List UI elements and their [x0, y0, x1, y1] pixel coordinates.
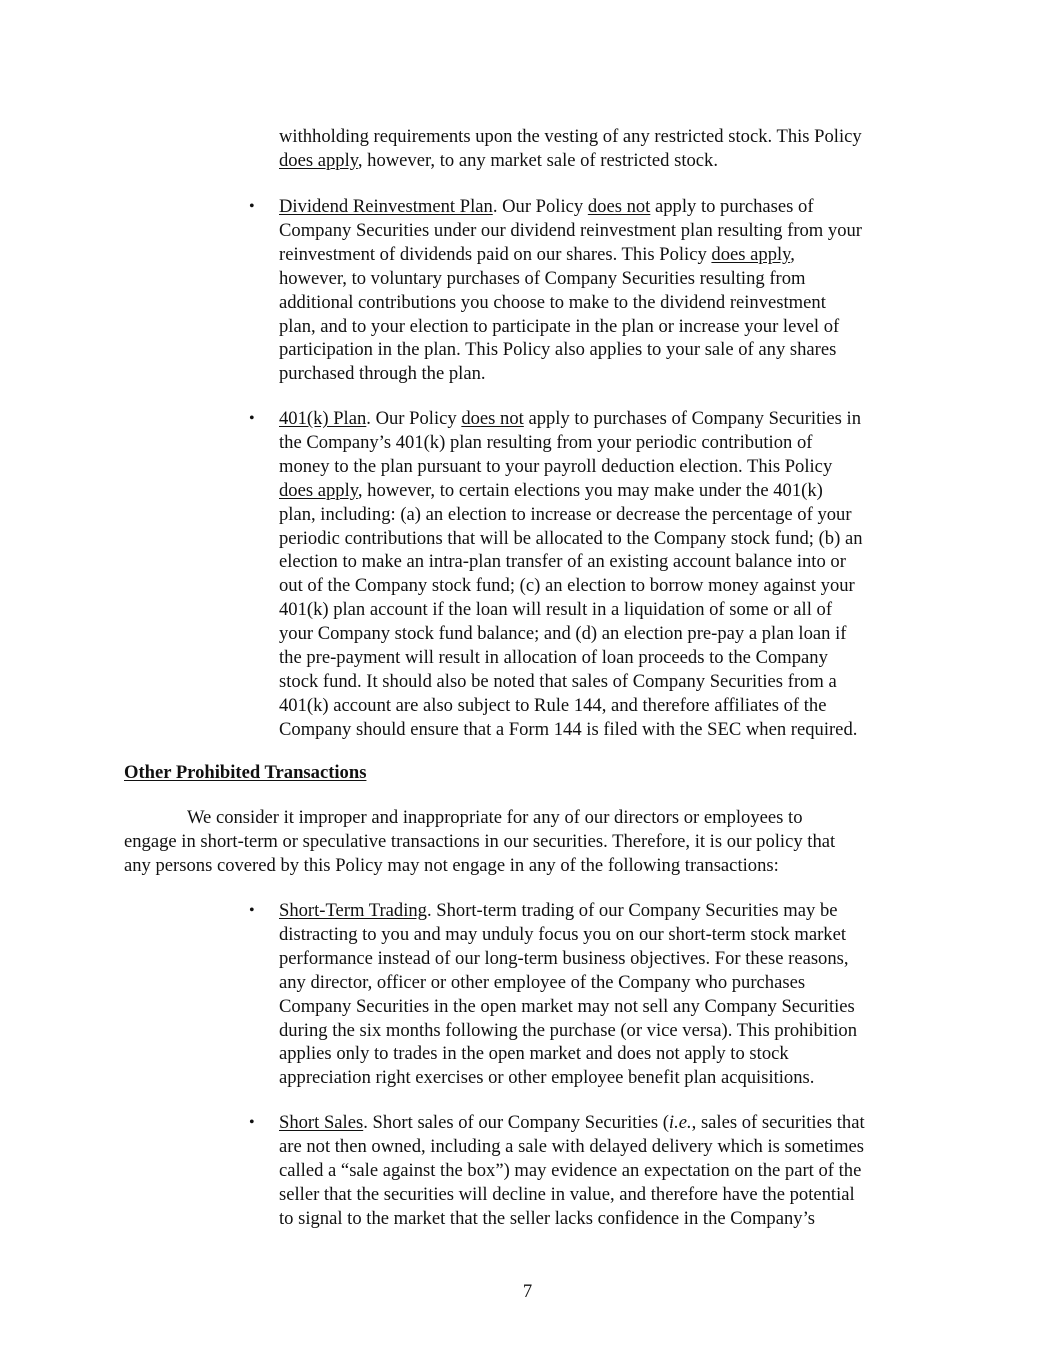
list-item-short-term-trading — [279, 899, 939, 1090]
bullet-icon: • — [249, 198, 255, 215]
italic-term: i.e. — [668, 1112, 692, 1133]
text-line: purchased through the plan. — [279, 363, 486, 385]
text-line: to signal to the market that the seller lacks confidence in the Company’s — [279, 1207, 815, 1229]
text-line: money to the plan pursuant to your payroll deduction election. This Policy — [279, 455, 833, 477]
text-line: applies only to trades in the open market and does not apply to stock — [279, 1043, 789, 1065]
text-line: the Company’s 401(k) plan resulting from your periodic contribution of — [279, 431, 813, 453]
text-line: 401(k) plan account if the loan will result in a liquidation of some or all of — [279, 599, 833, 621]
text-line — [279, 479, 939, 503]
text-line: stock fund. It should also be noted that sales of Company Securities from a — [279, 670, 837, 692]
section-heading — [124, 761, 944, 785]
text-span: , however, to any market sale of restricted stock. — [357, 149, 718, 171]
text-line: withholding requirements upon the vesting of any restricted stock. This Policy — [279, 126, 862, 147]
underlined-term: does apply — [279, 149, 358, 171]
underlined-term: does not — [587, 196, 651, 217]
text-line: your Company stock fund balance; and (d) an election pre-pay a plan loan if — [279, 623, 847, 645]
text-line: appreciation right exercises or other employee benefit plan acquisitions. — [279, 1067, 815, 1089]
text-line: any persons covered by this Policy may not engage in any of the following transactions: — [124, 854, 779, 876]
text-line — [279, 243, 939, 267]
text-line: Company Securities under our dividend reinvestment plan resulting from your — [279, 219, 862, 241]
text-span: . Our Policy — [492, 196, 588, 217]
continued-paragraph — [279, 125, 939, 173]
text-line — [279, 149, 939, 173]
bullet-icon: • — [249, 902, 255, 919]
text-line: the pre-payment will result in allocation of loan proceeds to the Company — [279, 647, 828, 669]
text-line: called a “sale against the box”) may evidence an expectation on the part of the — [279, 1159, 862, 1181]
text-line: during the six months following the purchase (or vice versa). This prohibition — [279, 1019, 858, 1041]
text-span: . Short sales of our Company Securities ( — [363, 1112, 669, 1133]
list-item-dividend-reinvestment — [279, 195, 939, 386]
text-line: election to make an intra-plan transfer of an existing account balance into or — [279, 551, 846, 573]
text-span: , however, to certain elections you may make under the 401(k) — [357, 479, 823, 501]
text-line: engage in short-term or speculative transactions in our securities. Therefore, it is our policy that — [124, 830, 836, 852]
list-item-401k-plan — [279, 407, 939, 742]
text-line: performance instead of our long-term business objectives. For these reasons, — [279, 947, 849, 969]
text-span: . Short-term trading of our Company Securities may be — [426, 900, 838, 921]
heading-text: Other Prohibited Transactions — [124, 762, 367, 783]
text-span: reinvestment of dividends paid on our shares. This Policy — [279, 243, 712, 265]
text-line: additional contributions you choose to make to the dividend reinvestment — [279, 291, 826, 313]
underlined-term: does apply — [279, 479, 358, 501]
text-line: seller that the securities will decline in value, and therefore have the potential — [279, 1183, 855, 1205]
text-line: plan, including: (a) an election to increase or decrease the percentage of your — [279, 503, 852, 525]
text-line: We consider it improper and inappropriate for any of our directors or employees to — [187, 807, 803, 828]
bullet-icon: • — [249, 410, 255, 427]
text-span: apply to purchases of Company Securities in — [523, 408, 862, 429]
item-title: 401(k) Plan — [279, 408, 367, 429]
text-span: , sales of securities that — [691, 1112, 865, 1133]
text-line: participation in the plan. This Policy also applies to your sale of any shares — [279, 339, 837, 361]
item-title: Short-Term Trading — [279, 900, 427, 921]
text-line: however, to voluntary purchases of Company Securities resulting from — [279, 267, 806, 289]
item-title: Dividend Reinvestment Plan — [279, 196, 493, 217]
text-line: are not then owned, including a sale with delayed delivery which is sometimes — [279, 1135, 865, 1157]
item-title: Short Sales — [279, 1112, 364, 1133]
bullet-icon: • — [249, 1114, 255, 1131]
text-line: distracting to you and may unduly focus you on our short-term stock market — [279, 923, 847, 945]
text-line: plan, and to your election to participate in the plan or increase your level of — [279, 315, 840, 337]
text-span: apply to purchases of — [650, 196, 814, 217]
text-line: any director, officer or other employee of the Company who purchases — [279, 971, 806, 993]
text-line: out of the Company stock fund; (c) an election to borrow money against your — [279, 575, 855, 597]
text-line — [279, 195, 939, 219]
list-item-short-sales — [279, 1111, 939, 1231]
text-line — [279, 1111, 939, 1135]
text-line: 401(k) account are also subject to Rule 144, and therefore affiliates of the — [279, 694, 827, 716]
text-line — [279, 407, 939, 431]
intro-paragraph — [124, 806, 944, 878]
text-span: , — [790, 243, 795, 265]
text-line — [279, 899, 939, 923]
text-span: . Our Policy — [366, 408, 462, 429]
text-line: Company Securities in the open market may not sell any Company Securities — [279, 995, 855, 1017]
underlined-term: does not — [461, 408, 524, 429]
text-line: periodic contributions that will be allocated to the Company stock fund; (b) an — [279, 527, 863, 549]
text-line: Company should ensure that a Form 144 is filed with the SEC when required. — [279, 718, 858, 740]
page-number: 7 — [522, 1281, 533, 1302]
underlined-term: does apply — [711, 243, 791, 265]
